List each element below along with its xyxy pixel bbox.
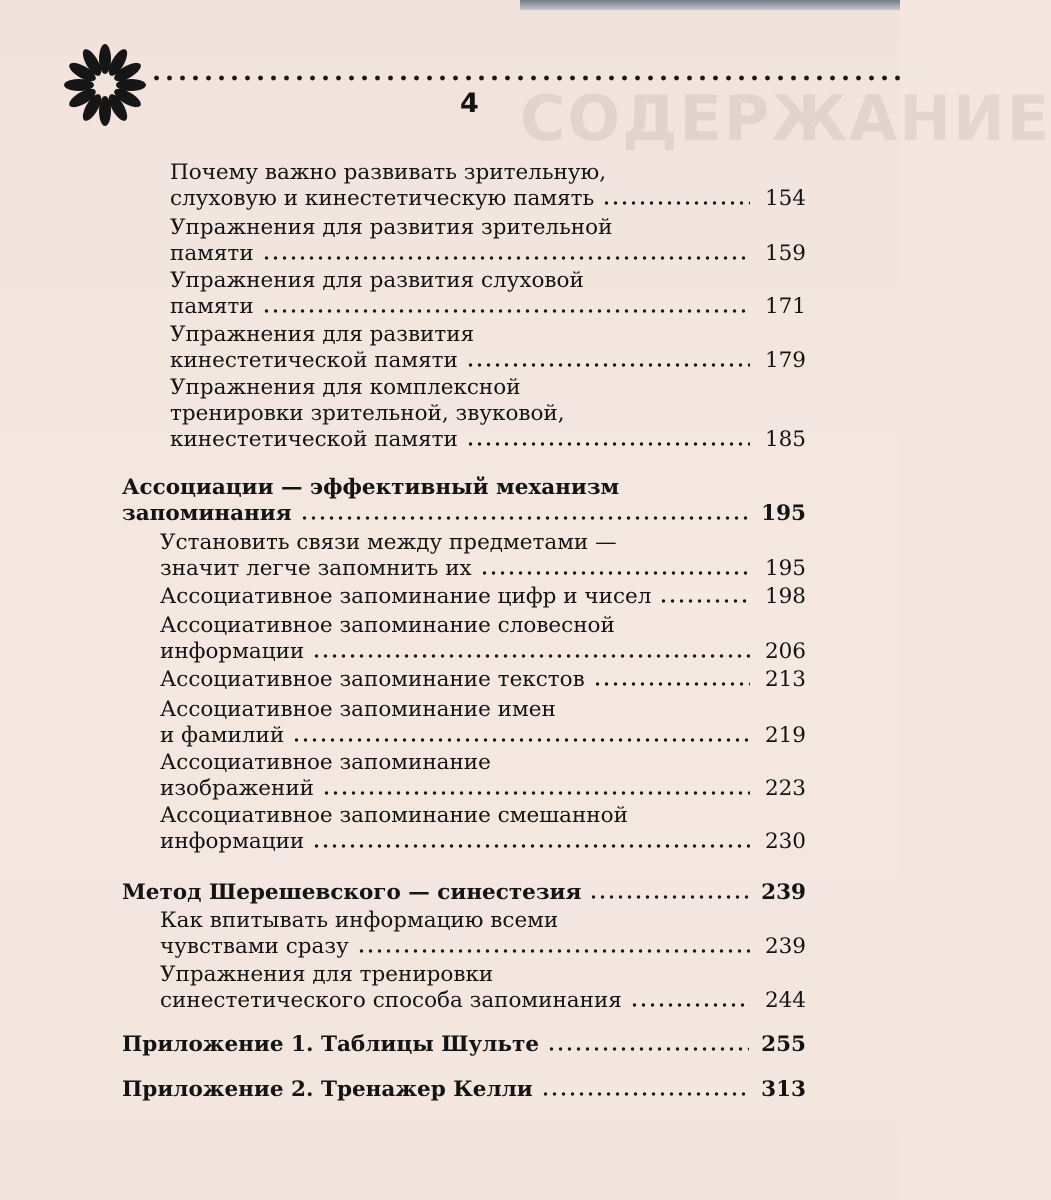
toc-entry-title: Ассоциативное запоминание словесной (160, 613, 615, 638)
toc-entry-title: информации (160, 639, 305, 664)
dot-leader (312, 843, 750, 849)
bleed-through-title: СОДЕРЖАНИЕ (520, 82, 1051, 155)
toc-chapter-entry (122, 1032, 806, 1058)
toc-page-number: 154 (764, 186, 806, 211)
toc-entry-title: Ассоциативное запоминание текстов (160, 667, 585, 692)
toc-entry-title: Почему важно развивать зрительную, (170, 160, 607, 185)
toc-section-entry (160, 803, 806, 855)
dot-leader (589, 894, 749, 900)
dot-leader (466, 441, 750, 447)
dot-leader (593, 681, 750, 687)
toc-page-number: 195 (761, 501, 806, 526)
dot-leader (659, 598, 750, 604)
toc-section-entry (160, 667, 806, 693)
toc-entry-title: синестетического способа запоминания (160, 988, 622, 1013)
toc-page-number: 179 (764, 348, 806, 373)
toc-entry-title: Установить связи между предметами — (160, 530, 617, 555)
toc-page-number: 219 (764, 723, 806, 748)
toc-entry-title: памяти (170, 294, 254, 319)
toc-page-number: 185 (764, 427, 806, 452)
toc-entry-title: чувствами сразу (160, 934, 349, 959)
toc-section-entry (170, 160, 806, 212)
toc-entry-title: Приложение 2. Тренажер Келли (122, 1077, 533, 1102)
toc-section-entry (160, 584, 806, 610)
toc-page-number: 195 (764, 556, 806, 581)
toc-section-entry (160, 962, 806, 1014)
dot-leader (262, 255, 750, 261)
toc-page-number: 213 (764, 667, 806, 692)
toc-page-number: 230 (764, 829, 806, 854)
toc-section-entry (160, 697, 806, 749)
dot-leader (292, 737, 750, 743)
dot-leader (466, 362, 750, 368)
toc-entry-title: Ассоциативное запоминание имен (160, 697, 556, 722)
toc-chapter-entry (122, 1077, 806, 1103)
toc-entry-title: тренировки зрительной, звуковой, (170, 401, 565, 426)
toc-page-number: 223 (764, 776, 806, 801)
dot-leader (602, 200, 750, 206)
toc-entry-title: Упражнения для развития слуховой (170, 268, 584, 293)
toc-section-entry (170, 375, 806, 453)
toc-section-entry (170, 322, 806, 374)
dot-leader (312, 653, 750, 659)
toc-entry-title: слуховую и кинестетическую память (170, 186, 595, 211)
dot-leader (547, 1046, 749, 1052)
toc-page-number: 313 (761, 1077, 806, 1102)
toc-entry-title: Метод Шерешевского — синестезия (122, 880, 582, 905)
toc-entry-title: и фамилий (160, 723, 285, 748)
toc-chapter-entry (122, 880, 806, 906)
dot-leader (480, 570, 750, 576)
toc-entry-title: Упражнения для тренировки (160, 962, 494, 987)
toc-page-number: 255 (761, 1032, 806, 1057)
dot-leader (357, 948, 750, 954)
dot-leader (322, 790, 750, 796)
toc-section-entry (160, 530, 806, 582)
toc-entry-title: Приложение 1. Таблицы Шульте (122, 1032, 540, 1057)
toc-entry-title: Упражнения для комплексной (170, 375, 521, 400)
toc-section-entry (160, 908, 806, 960)
dot-leader (262, 308, 750, 314)
toc-page-number: 198 (764, 584, 806, 609)
toc-page-number: 171 (764, 294, 806, 319)
toc-chapter-entry (122, 475, 806, 527)
toc-page-number: 159 (764, 241, 806, 266)
toc-entry-title: Ассоциативное запоминание смешанной (160, 803, 628, 828)
toc-entry-title: значит легче запомнить их (160, 556, 472, 581)
toc-entry-title: Упражнения для развития зрительной (170, 215, 613, 240)
toc-entry-title: Ассоциации — эффективный механизм (122, 475, 620, 500)
page-number: 4 (460, 88, 479, 119)
toc-entry-title: информации (160, 829, 305, 854)
dot-leader (541, 1091, 749, 1097)
toc-entry-title: кинестетической памяти (170, 348, 458, 373)
toc-entry-title: кинестетической памяти (170, 427, 458, 452)
toc-page-number: 244 (764, 988, 806, 1013)
toc-entry-title: запоминания (122, 501, 292, 526)
toc-entry-title: Как впитывать информацию всеми (160, 908, 559, 933)
dot-leader (300, 515, 750, 521)
toc-entry-title: изображений (160, 776, 315, 801)
toc-page-number: 206 (764, 639, 806, 664)
dot-leader (630, 1002, 750, 1008)
toc-entry-title: памяти (170, 241, 254, 266)
toc-entry-title: Ассоциативное запоминание цифр и чисел (160, 584, 652, 609)
toc-entry-title: Ассоциативное запоминание (160, 750, 491, 775)
toc-entry-title: Упражнения для развития (170, 322, 475, 347)
toc-page-number: 239 (761, 880, 806, 905)
toc-section-entry (160, 750, 806, 802)
toc-section-entry (170, 215, 806, 267)
toc-section-entry (170, 268, 806, 320)
toc-section-entry (160, 613, 806, 665)
toc-page-number: 239 (764, 934, 806, 959)
